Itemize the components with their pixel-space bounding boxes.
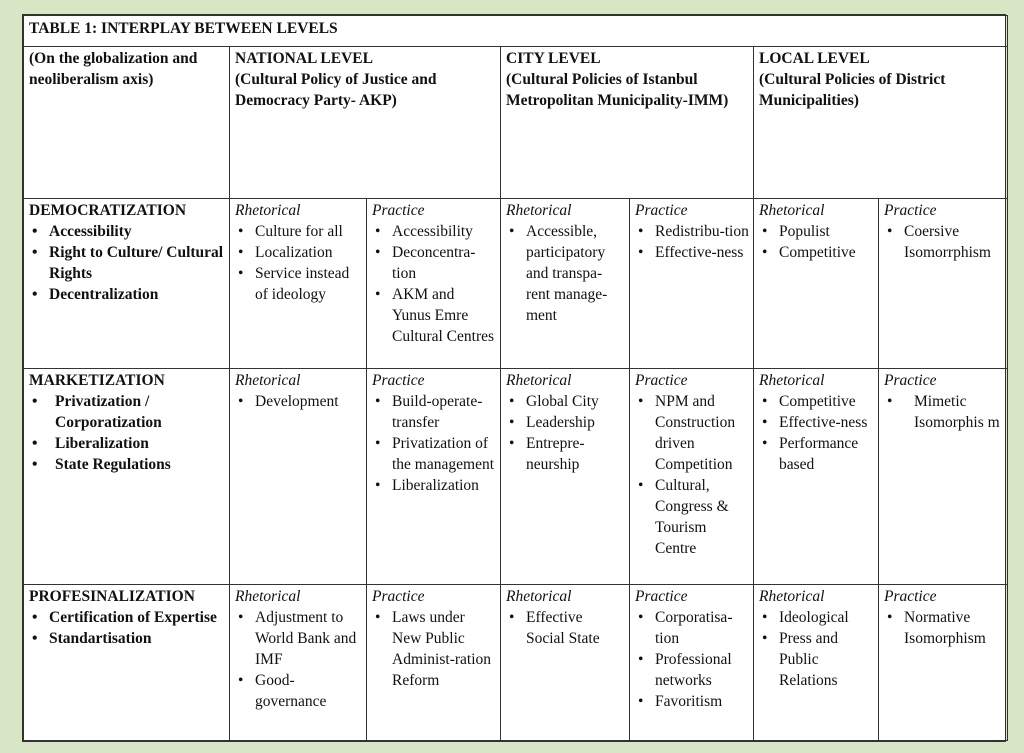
table-row bbox=[24, 199, 1008, 369]
list-item: • Redistribu-tion bbox=[635, 221, 749, 242]
practice-label: Practice bbox=[635, 372, 688, 389]
rhetorical-label: Rhetorical bbox=[759, 588, 825, 605]
interplay-table bbox=[23, 15, 1008, 741]
list-item: • Effective-ness bbox=[635, 242, 749, 263]
cell-city-practice bbox=[630, 585, 754, 741]
table-row bbox=[24, 585, 1008, 741]
rhetorical-label: Rhetorical bbox=[506, 202, 572, 219]
cell-national-practice bbox=[367, 369, 501, 585]
cell-national-practice bbox=[367, 199, 501, 369]
level-desc: (Cultural Policy of Justice and Democracy Party- AKP) bbox=[235, 71, 437, 109]
row-name: PROFESINALIZATION bbox=[29, 588, 195, 605]
list-item: • Leadership bbox=[506, 412, 625, 433]
cell-city-rhetorical bbox=[501, 199, 630, 369]
cell-local-rhetorical bbox=[754, 369, 879, 585]
list-item: • Standartisation bbox=[29, 628, 225, 649]
list-item: • Laws under New Public Administ-ration Reform bbox=[372, 607, 496, 691]
cell-city-practice bbox=[630, 369, 754, 585]
list-item: • Build-operate-transfer bbox=[372, 391, 496, 433]
cell-local-rhetorical bbox=[754, 585, 879, 741]
list-item: • Accessible, participatory and transpa-rent manage-ment bbox=[506, 221, 625, 326]
list-item: • Ideological bbox=[759, 607, 874, 628]
list-item: • Populist bbox=[759, 221, 874, 242]
cell-city-practice bbox=[630, 199, 754, 369]
rhetorical-label: Rhetorical bbox=[759, 202, 825, 219]
list-item: • Liberalization bbox=[29, 433, 225, 454]
cell-national-practice bbox=[367, 585, 501, 741]
list-item: • Culture for all bbox=[235, 221, 362, 242]
cell-national-rhetorical bbox=[230, 369, 367, 585]
list-item: • AKM and Yunus Emre Cultural Centres bbox=[372, 284, 496, 347]
cell-local-practice bbox=[879, 585, 1008, 741]
cell-national-rhetorical bbox=[230, 199, 367, 369]
list-item: • Adjustment to World Bank and IMF bbox=[235, 607, 362, 670]
practice-label: Practice bbox=[635, 588, 688, 605]
rhetorical-label: Rhetorical bbox=[235, 372, 301, 389]
practice-label: Practice bbox=[635, 202, 688, 219]
practice-label: Practice bbox=[372, 202, 425, 219]
list-item: • Deconcentra-tion bbox=[372, 242, 496, 284]
cell-city-rhetorical bbox=[501, 369, 630, 585]
cell-local-practice bbox=[879, 199, 1008, 369]
list-item: • Favoritism bbox=[635, 691, 749, 712]
cell-national-rhetorical bbox=[230, 585, 367, 741]
list-item: • Privatization of the management bbox=[372, 433, 496, 475]
level-header-city bbox=[501, 47, 754, 199]
list-item: • Effective-ness bbox=[759, 412, 874, 433]
list-item: • Global City bbox=[506, 391, 625, 412]
list-item: • Normative Isomorphism bbox=[884, 607, 1003, 649]
list-item: • Decentralization bbox=[29, 284, 225, 305]
cell-local-rhetorical bbox=[754, 199, 879, 369]
list-item: • Effective Social State bbox=[506, 607, 625, 649]
row-label-democratization bbox=[24, 199, 230, 369]
row-label-profesinalization bbox=[24, 585, 230, 741]
practice-label: Practice bbox=[884, 588, 937, 605]
rhetorical-label: Rhetorical bbox=[506, 588, 572, 605]
list-item: • Professional networks bbox=[635, 649, 749, 691]
list-item: • Press and Public Relations bbox=[759, 628, 874, 691]
list-item: • NPM and Construction driven Competition bbox=[635, 391, 749, 475]
list-item: • Privatization / Corporatization bbox=[29, 391, 225, 433]
list-item: • Right to Culture/ Cultural Rights bbox=[29, 242, 225, 284]
list-item: • Entrepre-neurship bbox=[506, 433, 625, 475]
row-name: DEMOCRATIZATION bbox=[29, 202, 187, 219]
level-name: LOCAL LEVEL bbox=[759, 50, 870, 67]
practice-label: Practice bbox=[372, 372, 425, 389]
level-header-national bbox=[230, 47, 501, 199]
table-title: TABLE 1: INTERPLAY BETWEEN LEVELS bbox=[24, 16, 1008, 47]
practice-label: Practice bbox=[884, 372, 937, 389]
level-desc: (Cultural Policies of Istanbul Metropolitan Municipality-IMM) bbox=[506, 71, 729, 109]
list-item: • Corporatisa-tion bbox=[635, 607, 749, 649]
practice-label: Practice bbox=[884, 202, 937, 219]
table-container bbox=[22, 14, 1006, 742]
rhetorical-label: Rhetorical bbox=[235, 202, 301, 219]
list-item: • Mimetic Isomorphis m bbox=[884, 391, 1003, 433]
row-name: MARKETIZATION bbox=[29, 372, 165, 389]
list-item: • Performance based bbox=[759, 433, 874, 475]
level-desc: (Cultural Policies of District Municipalities) bbox=[759, 71, 946, 109]
level-name: NATIONAL LEVEL bbox=[235, 50, 373, 67]
table-row bbox=[24, 369, 1008, 585]
rhetorical-label: Rhetorical bbox=[759, 372, 825, 389]
cell-local-practice bbox=[879, 369, 1008, 585]
row-label-marketization bbox=[24, 369, 230, 585]
list-item: • Competitive bbox=[759, 391, 874, 412]
list-item: • Cultural, Congress & Tourism Centre bbox=[635, 475, 749, 559]
practice-label: Practice bbox=[372, 588, 425, 605]
axis-header: (On the globalization and neoliberalism axis) bbox=[24, 47, 230, 199]
level-name: CITY LEVEL bbox=[506, 50, 601, 67]
list-item: • Liberalization bbox=[372, 475, 496, 496]
list-item: • Accessibility bbox=[372, 221, 496, 242]
level-header-local bbox=[754, 47, 1008, 199]
list-item: • Development bbox=[235, 391, 362, 412]
rhetorical-label: Rhetorical bbox=[506, 372, 572, 389]
rhetorical-label: Rhetorical bbox=[235, 588, 301, 605]
list-item: • Competitive bbox=[759, 242, 874, 263]
cell-city-rhetorical bbox=[501, 585, 630, 741]
list-item: • Localization bbox=[235, 242, 362, 263]
list-item: • Good-governance bbox=[235, 670, 362, 712]
list-item: • Service instead of ideology bbox=[235, 263, 362, 305]
list-item: • Accessibility bbox=[29, 221, 225, 242]
list-item: • State Regulations bbox=[29, 454, 225, 475]
list-item: • Coersive Isomorrphism bbox=[884, 221, 1003, 263]
list-item: • Certification of Expertise bbox=[29, 607, 225, 628]
